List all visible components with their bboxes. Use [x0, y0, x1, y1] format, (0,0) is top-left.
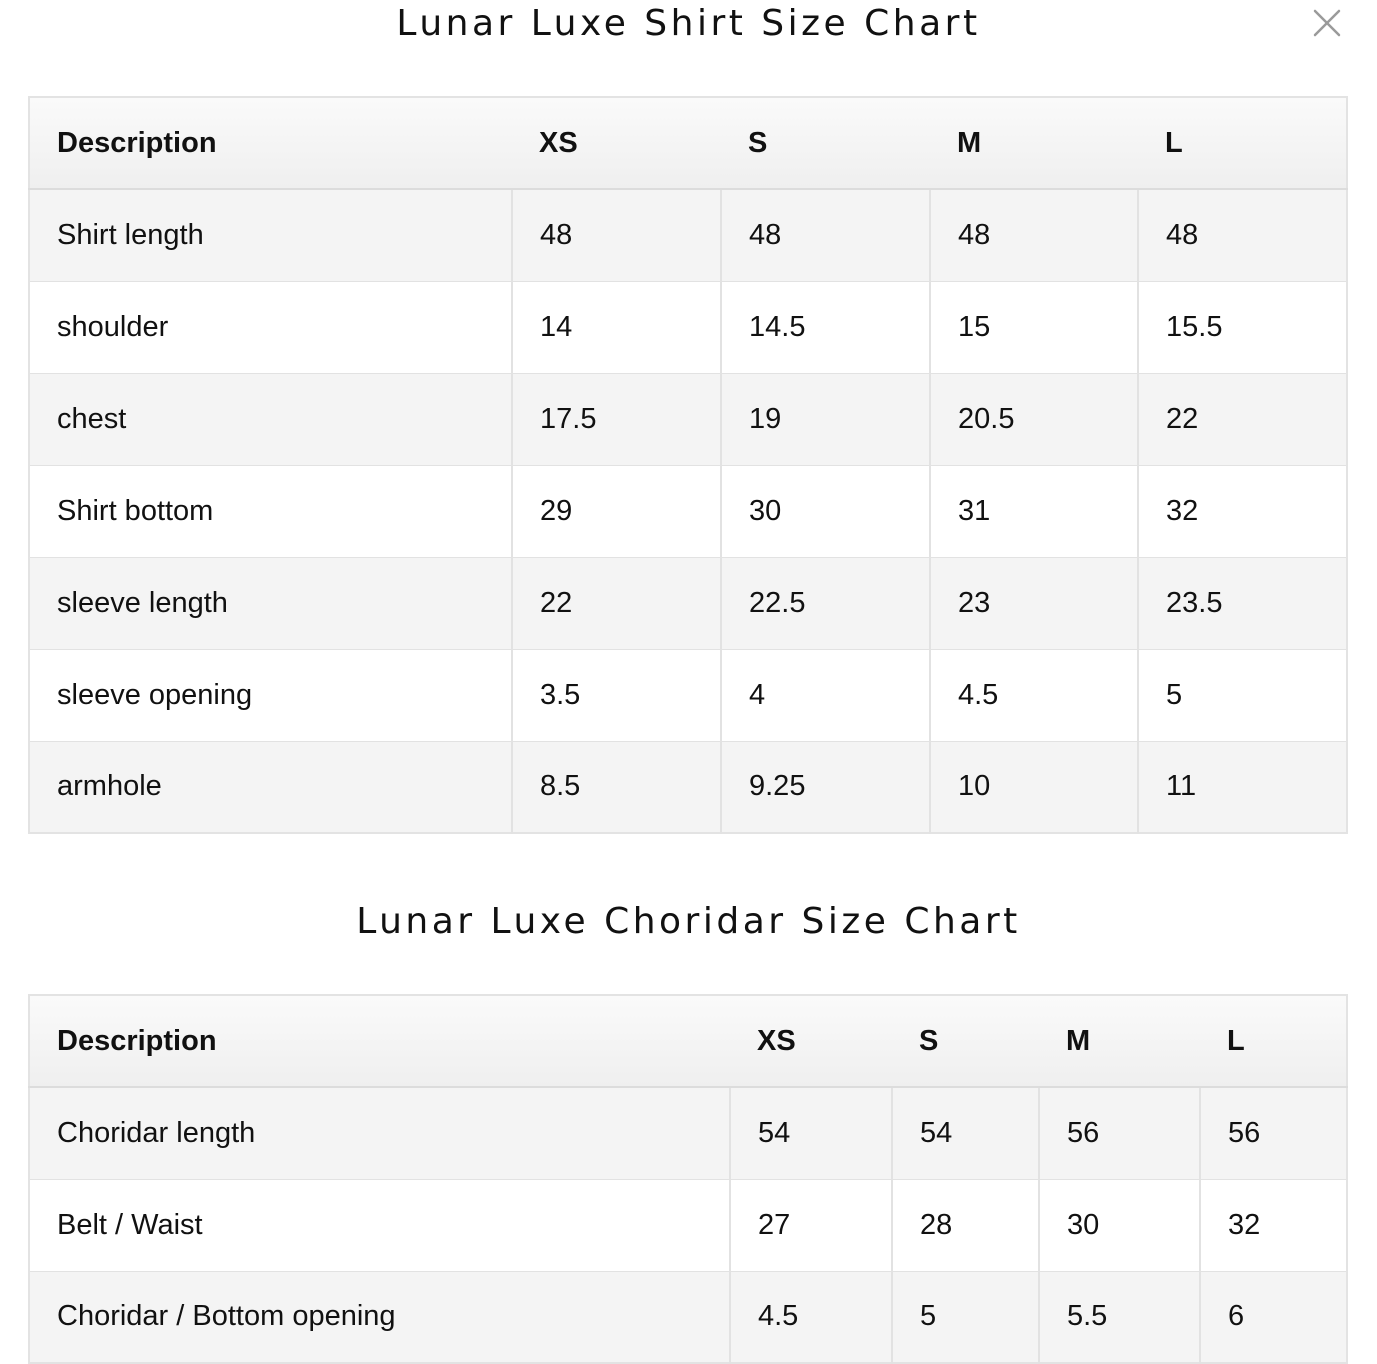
table-row — [29, 741, 1347, 833]
table-cell: 4.5 — [930, 649, 1138, 741]
column-header-l: L — [1138, 97, 1347, 189]
table-cell: 14 — [512, 281, 721, 373]
row-label: chest — [29, 373, 512, 465]
table-cell: 5 — [1138, 649, 1347, 741]
table-cell: 5 — [892, 1271, 1039, 1363]
table-cell: 22 — [512, 557, 721, 649]
table-cell: 31 — [930, 465, 1138, 557]
table-cell: 27 — [730, 1179, 892, 1271]
table-cell: 48 — [721, 189, 930, 281]
table-cell: 23.5 — [1138, 557, 1347, 649]
table-cell: 32 — [1138, 465, 1347, 557]
table-cell: 8.5 — [512, 741, 721, 833]
table-cell: 54 — [730, 1087, 892, 1179]
table-cell: 29 — [512, 465, 721, 557]
table-cell: 17.5 — [512, 373, 721, 465]
table-row — [29, 465, 1347, 557]
table-cell: 22 — [1138, 373, 1347, 465]
column-header-l: L — [1200, 995, 1347, 1087]
table-cell: 48 — [1138, 189, 1347, 281]
table-cell: 3.5 — [512, 649, 721, 741]
table-cell: 22.5 — [721, 557, 930, 649]
table-cell: 5.5 — [1039, 1271, 1200, 1363]
table-row — [29, 557, 1347, 649]
table-row — [29, 189, 1347, 281]
column-header-xs: XS — [730, 995, 892, 1087]
table-cell: 32 — [1200, 1179, 1347, 1271]
row-label: Choridar length — [29, 1087, 730, 1179]
table-cell: 14.5 — [721, 281, 930, 373]
column-header-description: Description — [29, 995, 730, 1087]
table-cell: 54 — [892, 1087, 1039, 1179]
table-cell: 56 — [1200, 1087, 1347, 1179]
table-cell: 6 — [1200, 1271, 1347, 1363]
table-cell: 11 — [1138, 741, 1347, 833]
column-header-s: S — [721, 97, 930, 189]
table-cell: 4.5 — [730, 1271, 892, 1363]
table-cell: 15 — [930, 281, 1138, 373]
row-label: Belt / Waist — [29, 1179, 730, 1271]
column-header-description: Description — [29, 97, 512, 189]
table-row — [29, 1179, 1347, 1271]
row-label: sleeve length — [29, 557, 512, 649]
table-row — [29, 1087, 1347, 1179]
table-cell: 30 — [1039, 1179, 1200, 1271]
table-cell: 20.5 — [930, 373, 1138, 465]
shirt-size-table — [28, 96, 1348, 834]
table-cell: 10 — [930, 741, 1138, 833]
table-row — [29, 373, 1347, 465]
column-header-xs: XS — [512, 97, 721, 189]
row-label: armhole — [29, 741, 512, 833]
table-cell: 48 — [512, 189, 721, 281]
column-header-m: M — [1039, 995, 1200, 1087]
choridar-size-table — [28, 994, 1348, 1364]
row-label: Shirt bottom — [29, 465, 512, 557]
table-cell: 28 — [892, 1179, 1039, 1271]
table-cell: 23 — [930, 557, 1138, 649]
shirt-chart-title: Lunar Luxe Shirt Size Chart — [396, 3, 981, 44]
table-cell: 48 — [930, 189, 1138, 281]
table-cell: 30 — [721, 465, 930, 557]
row-label: Shirt length — [29, 189, 512, 281]
table-row — [29, 1271, 1347, 1363]
table-header-row — [29, 97, 1347, 189]
column-header-s: S — [892, 995, 1039, 1087]
table-row — [29, 649, 1347, 741]
table-cell: 15.5 — [1138, 281, 1347, 373]
row-label: Choridar / Bottom opening — [29, 1271, 730, 1363]
column-header-m: M — [930, 97, 1138, 189]
choridar-chart-title: Lunar Luxe Choridar Size Chart — [356, 901, 1021, 942]
table-header-row — [29, 995, 1347, 1087]
row-label: sleeve opening — [29, 649, 512, 741]
table-cell: 9.25 — [721, 741, 930, 833]
table-cell: 19 — [721, 373, 930, 465]
table-cell: 56 — [1039, 1087, 1200, 1179]
table-cell: 4 — [721, 649, 930, 741]
table-row — [29, 281, 1347, 373]
row-label: shoulder — [29, 281, 512, 373]
